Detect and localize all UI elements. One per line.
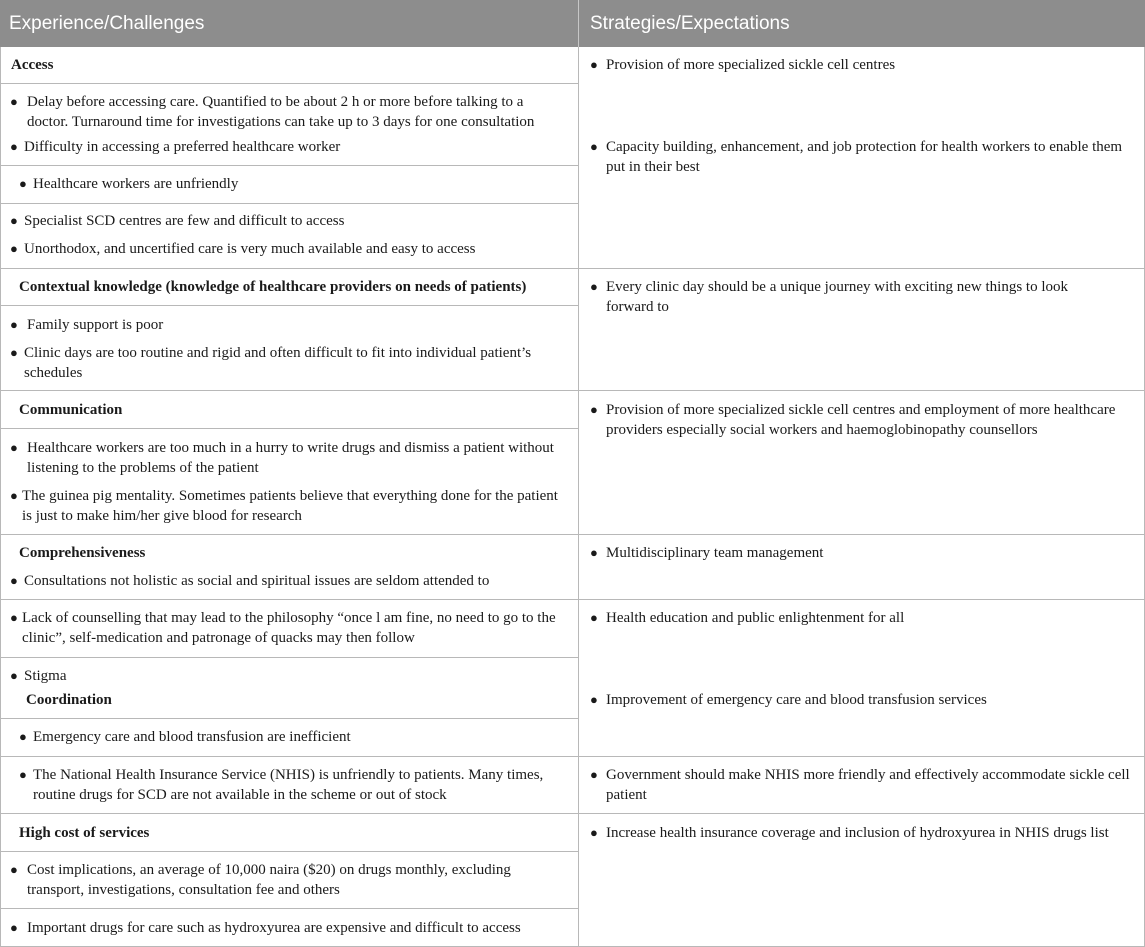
bullet: ● [10, 345, 18, 360]
bullet: ● [590, 402, 598, 417]
bullet: ● [10, 862, 18, 877]
bullet: ● [10, 317, 18, 332]
challenge-counsel-line1: Lack of counselling that may lead to the philosophy “once l am fine, no need to go to the [22, 610, 556, 626]
bullet: ● [19, 767, 27, 782]
bullet: ● [10, 920, 18, 935]
section-title-coordination: Coordination [26, 692, 112, 708]
strategy-emergency-care: Improvement of emergency care and blood transfusion services [606, 692, 987, 708]
bullet: ● [590, 610, 598, 625]
challenge-nhis-line1: The National Health Insurance Service (NHIS) is unfriendly to patients. Many times, [33, 767, 544, 783]
challenge-delay-line1: Delay before accessing care. Quantified to be about 2 h or more before talking to a [27, 94, 524, 110]
section-divider [0, 813, 1145, 814]
challenge-emergency: Emergency care and blood transfusion are inefficient [33, 729, 351, 745]
bullet: ● [590, 57, 598, 72]
section-divider [0, 756, 1145, 757]
row-divider [0, 657, 578, 658]
challenge-guinea-line2: is just to make him/her give blood for research [22, 508, 302, 524]
bullet: ● [590, 279, 598, 294]
strategy-nhis-line1: Government should make NHIS more friendly and effectively accommodate sickle cell [606, 767, 1130, 783]
bullet: ● [590, 139, 598, 154]
section-title-cost: High cost of services [19, 825, 150, 841]
bullet: ● [10, 573, 18, 588]
strategy-clinic-day-line2: forward to [606, 299, 669, 315]
challenge-guinea-line1: The guinea pig mentality. Sometimes patients believe that everything done for the patient [22, 488, 558, 504]
row-divider [0, 203, 578, 204]
challenge-stigma: Stigma [24, 668, 67, 684]
challenge-unfriendly: Healthcare workers are unfriendly [33, 176, 239, 192]
challenge-clinic-line1: Clinic days are too routine and rigid and often difficult to fit into individual patient’s [24, 345, 532, 361]
challenge-drugs: Important drugs for care such as hydroxyurea are expensive and difficult to access [27, 920, 521, 936]
strategy-clinic-day-line1: Every clinic day should be a unique journey with exciting new things to look [606, 279, 1068, 295]
bullet: ● [10, 668, 18, 683]
challenge-clinic-line2: schedules [24, 365, 83, 381]
challenge-nhis-line2: routine drugs for SCD are not available in the scheme or out of stock [33, 787, 447, 803]
strategy-health-education: Health education and public enlightenment for all [606, 610, 905, 626]
strategy-employment-line2: providers especially social workers and haemoglobinopathy counsellors [606, 422, 1038, 438]
bullet: ● [590, 545, 598, 560]
row-divider [0, 165, 578, 166]
row-divider [0, 908, 578, 909]
bullet: ● [10, 213, 18, 228]
bullet: ● [10, 440, 18, 455]
header-divider [578, 0, 579, 47]
bullet: ● [10, 610, 18, 625]
strategy-capacity-line1: Capacity building, enhancement, and job protection for health workers to enable them [606, 139, 1123, 155]
header-strategies-expectations: Strategies/Expectations [590, 13, 790, 34]
challenge-cost-line1: Cost implications, an average of 10,000 naira ($20) on drugs monthly, excluding [27, 862, 511, 878]
section-title-contextual: Contextual knowledge (knowledge of healthcare providers on needs of patients) [19, 279, 527, 295]
bullet: ● [590, 692, 598, 707]
strategy-multidisciplinary: Multidisciplinary team management [606, 545, 824, 561]
challenge-holistic: Consultations not holistic as social and spiritual issues are seldom attended to [24, 573, 490, 589]
bullet: ● [19, 729, 27, 744]
table-left-border [0, 47, 1, 946]
section-divider [0, 534, 1145, 535]
bullet: ● [590, 825, 598, 840]
bullet: ● [19, 176, 27, 191]
bullet: ● [10, 488, 18, 503]
strategy-specialized-centres: Provision of more specialized sickle cell centres [606, 57, 896, 73]
challenge-unorthodox: Unorthodox, and uncertified care is very much available and easy to access [24, 241, 476, 257]
column-divider [578, 47, 579, 946]
bullet: ● [10, 241, 18, 256]
challenge-specialist: Specialist SCD centres are few and difficult to access [24, 213, 345, 229]
strategy-employment-line1: Provision of more specialized sickle cell centres and employment of more healthcare [606, 402, 1116, 418]
section-title-comprehensiveness: Comprehensiveness [19, 545, 146, 561]
row-divider [0, 718, 578, 719]
section-title-communication: Communication [19, 402, 123, 418]
strategy-insurance: Increase health insurance coverage and inclusion of hydroxyurea in NHIS drugs list [606, 825, 1109, 841]
row-divider [0, 851, 578, 852]
row-divider [0, 428, 578, 429]
challenge-hurry-line1: Healthcare workers are too much in a hurry to write drugs and dismiss a patient without [27, 440, 554, 456]
bullet: ● [590, 767, 598, 782]
header-experience-challenges: Experience/Challenges [9, 13, 205, 34]
challenge-hurry-line2: listening to the problems of the patient [27, 460, 259, 476]
challenge-counsel-line2: clinic”, self-medication and patronage of quacks may then follow [22, 630, 415, 646]
table-header [0, 0, 1145, 47]
challenge-difficulty: Difficulty in accessing a preferred healthcare worker [24, 139, 341, 155]
strategy-capacity-line2: put in their best [606, 159, 700, 175]
section-divider [0, 268, 1145, 269]
challenge-family: Family support is poor [27, 317, 164, 333]
challenge-cost-line2: transport, investigations, consultation fee and others [27, 882, 340, 898]
row-divider [0, 83, 578, 84]
challenge-delay-line2: doctor. Turnaround time for investigations can take up to 3 days for one consultation [27, 114, 535, 130]
bullet: ● [10, 94, 18, 109]
section-divider [0, 599, 1145, 600]
row-divider [0, 305, 578, 306]
section-divider [0, 390, 1145, 391]
section-title-access: Access [11, 57, 54, 73]
bullet: ● [10, 139, 18, 154]
strategy-nhis-line2: patient [606, 787, 647, 803]
